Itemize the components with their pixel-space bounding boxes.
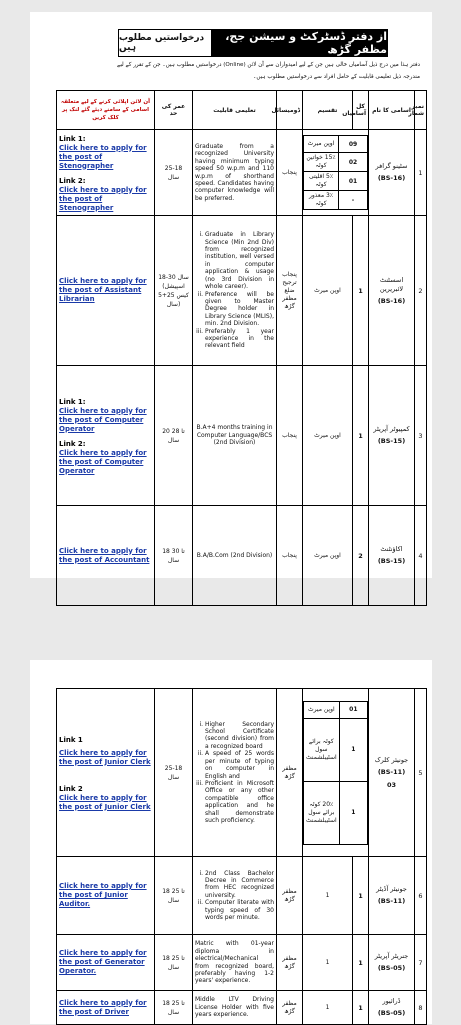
apply-computer-operator-link-2[interactable]: Click here to apply for the post of Computer Operator — [59, 448, 147, 475]
qualification-text: Graduate from a recognized University having minimum typing speed 50 w.p.m and 110 w.p.m of shorthand speed. Candidates having computer knowledge will be preferred. — [193, 130, 277, 216]
link-2-title: Link 2: — [59, 439, 86, 448]
apply-links-cell — [57, 991, 155, 1025]
post-name-cell — [369, 991, 415, 1025]
post-name-cell — [369, 130, 415, 216]
age-range: 18-30 سال — [158, 273, 189, 281]
qualification-text: B.A+4 months training in Computer Language/BCS (2nd Division) — [193, 366, 277, 506]
post-name: کمپیوٹر آپریٹر — [373, 425, 410, 433]
qualification-cell — [193, 216, 277, 366]
table-row — [57, 506, 427, 606]
apply-links-cell — [57, 935, 155, 991]
apply-links-cell — [57, 130, 155, 216]
advertisement-page-2 — [30, 660, 432, 1024]
serial-number: 6 — [415, 857, 427, 935]
distribution-text: 1 — [303, 991, 353, 1025]
age-range: 25-18 — [164, 764, 183, 772]
age-range: 20 تا 28 سال — [155, 366, 193, 506]
apply-stenographer-link-2[interactable]: Click here to apply for the post of Stenographer — [59, 185, 147, 212]
qualification-text: Matric with 01-year diploma in electrical/Mechanical from recognized board, preferably having 1-2 years' experience. — [193, 935, 277, 991]
quota-label: 3٪ معذور کوٹہ — [304, 191, 339, 210]
apply-links-cell — [57, 506, 155, 606]
age-unit: سال — [167, 173, 180, 181]
header-age: عمر کی حد — [155, 91, 193, 130]
domicile-text: مظفر گڑھ — [277, 935, 303, 991]
post-scale: (BS-15) — [377, 437, 406, 445]
quota-count: - — [339, 191, 368, 210]
post-name: اکاؤنٹنٹ — [380, 545, 403, 553]
table-row — [57, 991, 427, 1025]
quota-distribution — [303, 701, 368, 845]
advertisement-page-1 — [30, 12, 432, 578]
qualification-item: i. Graduate in Library Science (Min 2nd Div) from recognized institution, well versed in computer application & usage (no 3rd Division in whole career). — [205, 231, 274, 290]
quota-count: 02 — [339, 153, 368, 172]
quota-label: اوپن میرٹ — [304, 701, 340, 718]
link-1-title: Link 1: — [59, 134, 86, 143]
quota-count: 1 — [339, 781, 367, 844]
post-name: جنریٹر آپریٹر — [374, 952, 409, 960]
qualification-item: i. Higher Secondary School Certificate (second division) from a recognized board — [205, 721, 274, 751]
banner-wanted-label: درخواستیں مطلوب ہیں — [119, 30, 211, 56]
post-scale: (BS-11) — [377, 897, 406, 905]
apply-links-cell — [57, 857, 155, 935]
post-name-cell — [369, 857, 415, 935]
age-range: 18 تا 25 سال — [155, 991, 193, 1025]
age-unit: سال — [167, 773, 180, 781]
table-row — [57, 857, 427, 935]
total-posts: 1 — [353, 216, 369, 366]
table-row — [57, 130, 427, 216]
post-scale: (BS-11) — [377, 767, 406, 776]
total-posts: 2 — [353, 506, 369, 606]
post-name: سٹینو گرافر — [375, 162, 408, 170]
link-1-title: Link 1 — [59, 735, 83, 744]
post-scale: (BS-15) — [377, 557, 406, 565]
qualification-cell — [193, 689, 277, 857]
serial-number: 1 — [415, 130, 427, 216]
post-scale: (BS-05) — [377, 964, 406, 972]
qualification-text: Middle LTV Driving License Holder with five years experience. — [193, 991, 277, 1025]
age-cell — [155, 216, 193, 366]
post-name-cell — [369, 366, 415, 506]
quota-count: 01 — [339, 701, 367, 718]
post-scale: (BS-16) — [377, 174, 406, 182]
domicile-text: پنجاب — [277, 366, 303, 506]
age-note: (اسپیشل کیس 25+5 سال) — [158, 282, 189, 308]
header-serial-number: نمبر شمار — [415, 91, 427, 130]
header-distribution: تقسیم — [303, 91, 353, 130]
apply-computer-operator-link-1[interactable]: Click here to apply for the post of Computer Operator — [59, 406, 147, 433]
qualification-item: iii. Preferably 1 year experience in the relevant field — [205, 328, 274, 350]
post-name-cell — [369, 689, 415, 857]
quota-label: 5٪ اقلیتی کوٹہ — [304, 172, 339, 191]
header-post-name: اسامی کا نام — [369, 91, 415, 130]
total-posts: 1 — [353, 991, 369, 1025]
domicile-text: مظفر گڑھ — [277, 689, 303, 857]
table-row — [57, 935, 427, 991]
serial-number: 5 — [415, 689, 427, 857]
table-header-row — [57, 91, 427, 130]
apply-junior-auditor-link[interactable]: Click here to apply for the post of Junior Auditor. — [59, 882, 147, 908]
post-name: ڈرائیور — [382, 997, 401, 1005]
age-cell — [155, 689, 193, 857]
age-range: 18 تا 30 سال — [155, 506, 193, 606]
link-1-title: Link 1: — [59, 397, 86, 406]
apply-accountant-link[interactable]: Click here to apply for the post of Accountant — [59, 546, 150, 564]
distribution-text: اوپن میرٹ — [303, 216, 353, 366]
serial-number: 4 — [415, 506, 427, 606]
distribution-text: اوپن میرٹ — [303, 506, 353, 606]
apply-stenographer-link-1[interactable]: Click here to apply for the post of Stenographer — [59, 143, 147, 170]
apply-links-cell — [57, 216, 155, 366]
quota-count: 01 — [339, 172, 368, 191]
qualification-cell — [193, 857, 277, 935]
age-range: 18 تا 25 سال — [155, 857, 193, 935]
post-scale: (BS-16) — [377, 296, 406, 305]
quota-label: کوٹہ برائے سول اسٹیبلشمنٹ — [304, 718, 340, 781]
serial-number: 3 — [415, 366, 427, 506]
domicile-text: پنجاب ترجیح ضلع مظفر گڑھ — [277, 216, 303, 366]
header-domicile: ڈومیسائل — [277, 91, 303, 130]
apply-generator-operator-link[interactable]: Click here to apply for the post of Generator Operator. — [59, 949, 147, 975]
distribution-text: 1 — [303, 857, 353, 935]
domicile-text: مظفر گڑھ — [277, 857, 303, 935]
qualification-item: i. 2nd Class Bachelor Decree in Commerce from HEC recognized university. — [205, 870, 274, 900]
quota-count: 1 — [339, 718, 367, 781]
link-2-title: Link 2 — [59, 784, 83, 793]
post-name: جونیئر کلرک — [374, 755, 409, 764]
total-posts: 1 — [353, 366, 369, 506]
quota-count: 09 — [339, 136, 368, 153]
distribution-text: 1 — [303, 935, 353, 991]
header-apply: آن لائن اپلائی کرنے کے لیے متعلقہ اسامی کے سامنے دیئے گئے لنک پر کلک کریں — [57, 91, 155, 130]
distribution-text: اوپن میرٹ — [303, 366, 353, 506]
apply-junior-clerk-link-2[interactable]: Click here to apply for the post of Junior Clerk — [59, 793, 151, 811]
header-total-posts: کل آسامیاں — [353, 91, 369, 130]
distribution-cell — [303, 689, 369, 857]
quota-label: 20٪ کوٹہ برائے سول اسٹیبلشمنٹ — [304, 781, 340, 844]
qualification-item: ii. A speed of 25 words per minute of typing on computer in English and — [205, 750, 274, 780]
apply-links-cell — [57, 366, 155, 506]
apply-links-cell — [57, 689, 155, 857]
banner-office-title: از دفتر ڈسٹرکٹ و سیشن جج، مظفر گڑھ — [211, 30, 387, 56]
advertisement-banner — [118, 29, 388, 57]
domicile-text: مظفر گڑھ — [277, 991, 303, 1025]
table-row — [57, 366, 427, 506]
serial-number: 7 — [415, 935, 427, 991]
table-row — [57, 689, 427, 857]
table-row — [57, 216, 427, 366]
qualification-item: iii. Proficient in Microsoft Office or any other compatible office application and he shall demonstrate such proficiency. — [205, 780, 274, 824]
link-2-title: Link 2: — [59, 176, 86, 185]
distribution-cell — [303, 130, 369, 216]
total-posts: 1 — [353, 935, 369, 991]
post-name-cell — [369, 506, 415, 606]
qualification-item: ii. Computer literate with typing speed of 30 words per minute. — [205, 899, 274, 921]
post-name-cell — [369, 216, 415, 366]
age-range: 18 تا 25 سال — [155, 935, 193, 991]
age-cell — [155, 130, 193, 216]
apply-assistant-librarian-link[interactable]: Click here to apply for the post of Assistant Librarian — [59, 277, 147, 303]
intro-line-1: دفتر ہذا میں درج ذیل آسامیاں خالی ہیں جن کے لیے امیدواران سے آن لائن (Online) درخواستیں مطلوب ہیں۔ جن کے تقرر کے لیے — [117, 62, 420, 68]
domicile-text: پنجاب — [277, 506, 303, 606]
age-range: 25-18 — [164, 164, 183, 172]
vacancy-table-2 — [56, 688, 427, 1025]
quota-label: اوپن میرٹ — [304, 136, 339, 153]
vacancy-table-1 — [56, 90, 427, 606]
header-qualification: تعلیمی قابلیت — [193, 91, 277, 130]
post-scale: (BS-05) — [377, 1009, 406, 1017]
qualification-text: B.A/B.Com (2nd Division) — [193, 506, 277, 606]
serial-number: 8 — [415, 991, 427, 1025]
apply-junior-clerk-link-1[interactable]: Click here to apply for the post of Junior Clerk — [59, 748, 151, 766]
post-name: جونیئر آڈیٹر — [376, 885, 407, 893]
total-posts: 03 — [386, 780, 397, 789]
serial-number: 2 — [415, 216, 427, 366]
quota-distribution — [303, 135, 368, 210]
quota-label: 15٪ خواتین کوٹہ — [304, 153, 339, 172]
intro-line-2: مندرجہ ذیل تعلیمی قابلیت کے حامل افراد سے درخواستیں مطلوب ہیں۔ — [253, 74, 420, 80]
domicile-text: پنجاب — [277, 130, 303, 216]
post-name: اسسٹنٹ لائبریرین — [379, 275, 404, 293]
total-posts: 1 — [353, 857, 369, 935]
apply-driver-link[interactable]: Click here to apply for the post of Driver — [59, 998, 147, 1016]
post-name-cell — [369, 935, 415, 991]
qualification-item: ii. Preference will be given to Master Degree holder in Library Science (MLIS), min. 2nd Division. — [205, 291, 274, 328]
